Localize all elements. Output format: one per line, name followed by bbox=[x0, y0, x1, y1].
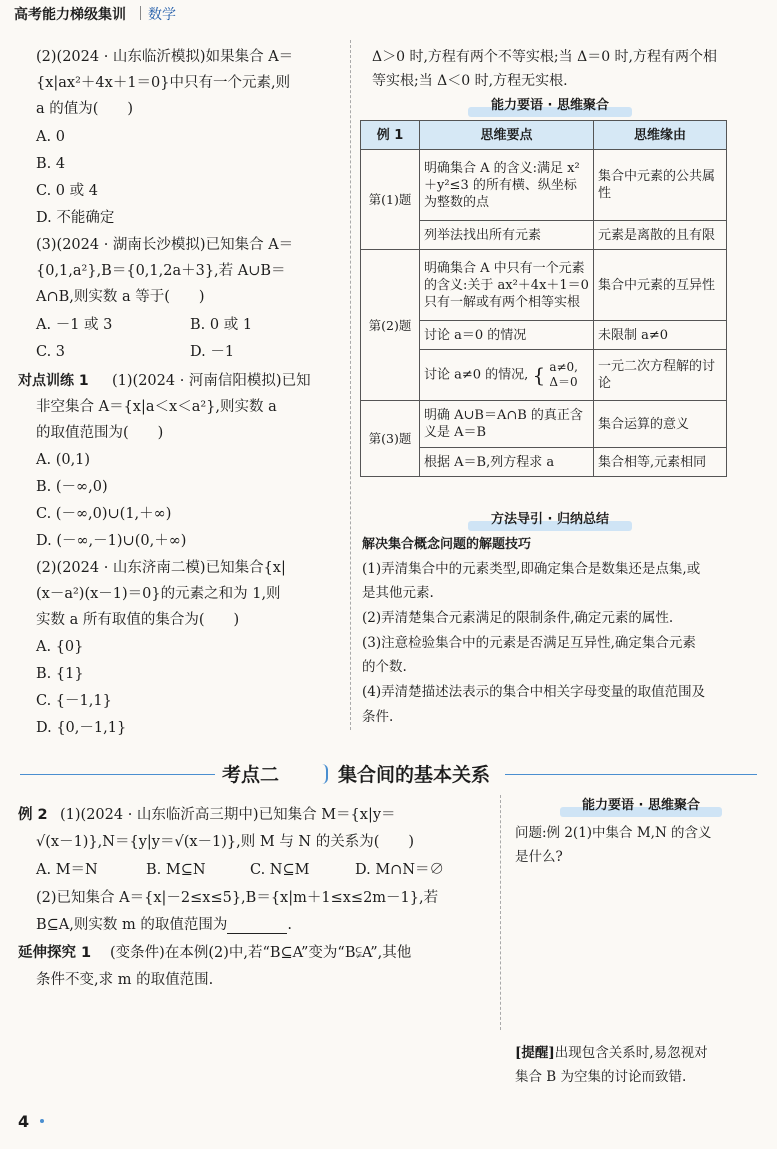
row-label: 第(2)题 bbox=[361, 250, 420, 401]
ribbon-ability-text: 能力要语 · 思维聚合 bbox=[491, 98, 609, 113]
train2-line2: (x－a²)(x－1)＝0}的元素之和为 1,则 bbox=[36, 586, 281, 602]
train1-option-b: B. (－∞,0) bbox=[36, 479, 108, 495]
side-question-line2: 是什么? bbox=[515, 849, 563, 865]
example2-option-d: D. M∩N＝∅ bbox=[355, 862, 445, 878]
table-cell bbox=[420, 350, 594, 401]
q2-option-b: B. 4 bbox=[36, 156, 66, 172]
q2-line1: (2)(2024 · 山东临沂模拟)如果集合 A＝ bbox=[36, 49, 294, 65]
q3-option-a: A. －1 或 3 bbox=[36, 317, 113, 333]
training-label: 对点训练 1 bbox=[18, 373, 89, 389]
cond-system bbox=[549, 360, 578, 390]
page-header bbox=[0, 0, 777, 26]
train1-option-c: C. (－∞,0)∪(1,＋∞) bbox=[36, 506, 172, 522]
section-heading bbox=[0, 757, 777, 791]
extension-line1: (变条件)在本例(2)中,若“B⊆A”变为“B⫋A”,其他 bbox=[110, 945, 412, 961]
cond-text: 讨论 a≠0 的情况, bbox=[424, 367, 529, 383]
column-divider bbox=[500, 795, 501, 1030]
tip-line: 条件. bbox=[362, 709, 394, 725]
q3-line2: {0,1,a²},B＝{0,1,2a＋3},若 A∪B＝ bbox=[36, 263, 286, 279]
tip-line: (3)注意检验集合中的元素是否满足互异性,确定集合元素 bbox=[362, 635, 696, 651]
train1-line2: 非空集合 A＝{x|a＜x＜a²},则实数 a bbox=[36, 399, 277, 415]
table-header-row bbox=[361, 121, 727, 150]
tip-line: (1)弄清集合中的元素类型,即确定集合是数集还是点集,或 bbox=[362, 561, 701, 577]
section-title: 集合间的基本关系 bbox=[338, 764, 491, 786]
train2-line1: (2)(2024 · 山东济南二模)已知集合{x| bbox=[36, 560, 286, 576]
table-cell: 集合运算的意义 bbox=[594, 401, 727, 448]
table-row bbox=[361, 401, 727, 448]
row-label: 第(1)题 bbox=[361, 150, 420, 250]
table-cell: 集合相等,元素相同 bbox=[594, 448, 727, 477]
header-divider bbox=[140, 6, 141, 20]
book-title: 高考能力梯级集训 bbox=[14, 7, 126, 23]
ribbon-ability bbox=[460, 94, 640, 118]
ribbon-method bbox=[460, 508, 640, 532]
table-cell: 集合中元素的公共属性 bbox=[594, 150, 727, 221]
q3-line1: (3)(2024 · 湖南长沙模拟)已知集合 A＝ bbox=[36, 237, 294, 253]
side-ribbon bbox=[552, 794, 730, 818]
ribbon-method-text: 方法导引 · 归纳总结 bbox=[491, 512, 609, 527]
table-cell: 根据 A＝B,列方程求 a bbox=[420, 448, 594, 477]
q3-line3: A∩B,则实数 a 等于( ) bbox=[36, 289, 205, 305]
example2-label: 例 2 bbox=[18, 807, 48, 823]
page-number-dot bbox=[40, 1119, 44, 1123]
hint-text: 出现包含关系时,易忽视对 bbox=[554, 1045, 708, 1061]
table-header: 思维缘由 bbox=[594, 121, 727, 150]
q2-line2: {x|ax²＋4x＋1＝0}中只有一个元素,则 bbox=[36, 75, 291, 91]
table-header: 例 1 bbox=[361, 121, 420, 150]
tip-line: (4)弄清楚描述法表示的集合中相关字母变量的取值范围及 bbox=[362, 684, 706, 700]
table-header: 思维要点 bbox=[420, 121, 594, 150]
table-cell: 讨论 a＝0 的情况 bbox=[420, 321, 594, 350]
section-label: 考点二 bbox=[222, 764, 280, 786]
cond-2: Δ＝0 bbox=[549, 375, 578, 389]
table-cell: 一元二次方程解的讨论 bbox=[594, 350, 727, 401]
example2-line2: √(x－1)},N＝{y|y＝√(x－1)},则 M 与 N 的关系为( ) bbox=[36, 834, 415, 850]
example2-line3: (2)已知集合 A＝{x|－2≤x≤5},B＝{x|m＋1≤x≤2m－1},若 bbox=[36, 890, 439, 906]
q2-option-c: C. 0 或 4 bbox=[36, 183, 98, 199]
hint-line2: 集合 B 为空集的讨论而致错. bbox=[515, 1069, 687, 1085]
train1-line3: 的取值范围为( ) bbox=[36, 425, 164, 441]
table-cell: 明确集合 A 中只有一个元素的含义:关于 ax²＋4x＋1＝0 只有一解或有两个相等实根 bbox=[420, 250, 594, 321]
example2-option-b: B. M⊆N bbox=[146, 862, 206, 878]
tips-title: 解决集合概念问题的解题技巧 bbox=[362, 537, 532, 552]
tip-line: 的个数. bbox=[362, 659, 407, 675]
intro-line2: 等实根;当 Δ＜0 时,方程无实根. bbox=[372, 73, 568, 89]
train2-option-d: D. {0,－1,1} bbox=[36, 720, 127, 736]
subject-label: 数学 bbox=[148, 7, 176, 23]
table-cell: 未限制 a≠0 bbox=[594, 321, 727, 350]
hint-line1 bbox=[515, 1044, 708, 1062]
table-row bbox=[361, 150, 727, 221]
table-cell: 集合中元素的互异性 bbox=[594, 250, 727, 321]
page-number: 4 bbox=[18, 1112, 30, 1131]
example2-line4-end: . bbox=[287, 917, 292, 933]
intro-line1: Δ＞0 时,方程有两个不等实根;当 Δ＝0 时,方程有两个相 bbox=[372, 49, 718, 65]
table-cell: 明确 A∪B＝A∩B 的真正含义是 A＝B bbox=[420, 401, 594, 448]
column-divider bbox=[350, 40, 351, 730]
train1-option-d: D. (－∞,－1)∪(0,＋∞) bbox=[36, 533, 187, 549]
example2-line1: (1)(2024 · 山东临沂高三期中)已知集合 M＝{x|y＝ bbox=[60, 807, 396, 823]
brace-icon: { bbox=[532, 363, 546, 387]
hint-label: [提醒] bbox=[515, 1045, 555, 1061]
cond-1: a≠0, bbox=[549, 360, 578, 374]
q2-option-d: D. 不能确定 bbox=[36, 210, 115, 226]
q2-line3: a 的值为( ) bbox=[36, 101, 134, 117]
train1-line1: (1)(2024 · 河南信阳模拟)已知 bbox=[112, 373, 311, 389]
side-question-line1: 问题:例 2(1)中集合 M,N 的含义 bbox=[515, 825, 712, 841]
table-cell: 列举法找出所有元素 bbox=[420, 221, 594, 250]
tip-line: (2)弄清楚集合元素满足的限制条件,确定元素的属性. bbox=[362, 610, 674, 626]
tip-line: 是其他元素. bbox=[362, 585, 434, 601]
q3-option-c: C. 3 bbox=[36, 344, 66, 360]
row-label: 第(3)题 bbox=[361, 401, 420, 477]
side-ribbon-text: 能力要语 · 思维聚合 bbox=[582, 798, 700, 813]
example2-line4-text: B⊆A,则实数 m 的取值范围为 bbox=[36, 917, 228, 933]
q3-option-b: B. 0 或 1 bbox=[190, 317, 253, 333]
train2-option-b: B. {1} bbox=[36, 666, 84, 682]
answer-blank bbox=[227, 919, 287, 934]
table-cell: 明确集合 A 的含义:满足 x²＋y²≤3 的所有横、纵坐标为整数的点 bbox=[420, 150, 594, 221]
section-bracket bbox=[318, 764, 328, 784]
example2-option-a: A. M＝N bbox=[36, 862, 98, 878]
analysis-table bbox=[360, 120, 727, 477]
train1-option-a: A. (0,1) bbox=[36, 452, 91, 468]
extension-label: 延伸探究 1 bbox=[18, 945, 92, 961]
table-row bbox=[361, 250, 727, 321]
train2-option-a: A. {0} bbox=[36, 639, 84, 655]
example2-option-c: C. N⊆M bbox=[250, 862, 310, 878]
example2-line4 bbox=[36, 916, 292, 934]
q3-option-d: D. －1 bbox=[190, 344, 235, 360]
extension-line2: 条件不变,求 m 的取值范围. bbox=[36, 972, 214, 988]
train2-option-c: C. {－1,1} bbox=[36, 693, 112, 709]
table-cell: 元素是离散的且有限 bbox=[594, 221, 727, 250]
q2-option-a: A. 0 bbox=[36, 129, 65, 145]
train2-line3: 实数 a 所有取值的集合为( ) bbox=[36, 612, 240, 628]
